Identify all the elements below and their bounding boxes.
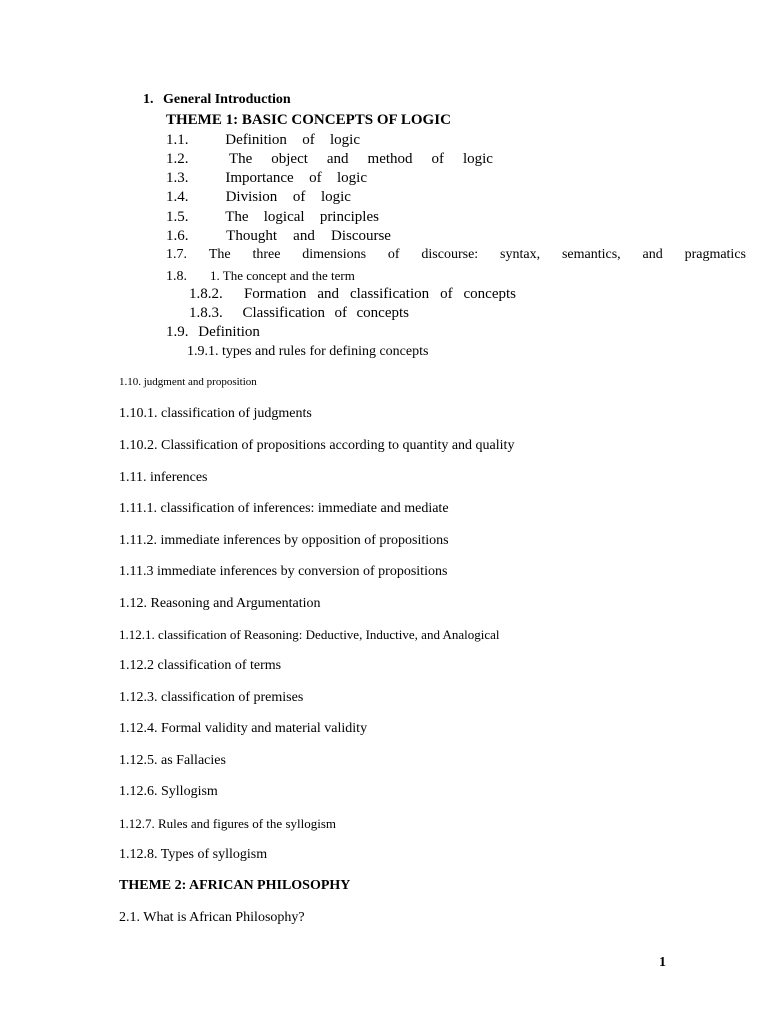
toc-item-1-8: 1.8. 1. The concept and the term	[166, 268, 355, 284]
toc-line-1-11-3: 1.11.3 immediate inferences by conversion of propositions	[119, 564, 448, 579]
toc-item-1-9: 1.9. Definition	[166, 324, 260, 340]
toc-item-1-9-1: 1.9.1. types and rules for defining concepts	[187, 344, 429, 359]
theme1-title: THEME 1: BASIC CONCEPTS OF LOGIC	[166, 112, 451, 128]
toc-item-1-7: 1.7. The three dimensions of discourse: syntax, semantics, and pragmatics	[166, 247, 746, 262]
toc-line-2-1: 2.1. What is African Philosophy?	[119, 910, 305, 925]
toc-item-1-1: 1.1. Definition of logic	[166, 132, 360, 148]
intro-heading	[143, 92, 291, 108]
toc-line-1-11-1: 1.11.1. classification of inferences: immediate and mediate	[119, 501, 449, 516]
toc-line-1-12-3: 1.12.3. classification of premises	[119, 690, 304, 705]
toc-item-1-6: 1.6. Thought and Discourse	[166, 228, 391, 244]
toc-line-1-12-1: 1.12.1. classification of Reasoning: Deductive, Inductive, and Analogical	[119, 627, 500, 642]
toc-item-1-2: 1.2. The object and method of logic	[166, 151, 493, 167]
page-number: 1	[659, 955, 666, 970]
intro-title: General Introduction	[163, 92, 291, 107]
toc-line-1-12-5: 1.12.5. as Fallacies	[119, 753, 226, 768]
toc-line-1-12-2: 1.12.2 classification of terms	[119, 658, 282, 673]
toc-line-1-12: 1.12. Reasoning and Argumentation	[119, 596, 321, 611]
toc-item-1-5: 1.5. The logical principles	[166, 209, 379, 225]
toc-line-1-10-2: 1.10.2. Classification of propositions according to quantity and quality	[119, 438, 515, 453]
toc-item-1-8-3: 1.8.3. Classification of concepts	[189, 305, 409, 321]
intro-number: 1.	[143, 92, 154, 107]
toc-line-1-11-2: 1.11.2. immediate inferences by opposition of propositions	[119, 533, 449, 548]
theme2-title: THEME 2: AFRICAN PHILOSOPHY	[119, 878, 351, 893]
toc-item-1-3: 1.3. Importance of logic	[166, 170, 367, 186]
toc-line-1-12-6: 1.12.6. Syllogism	[119, 784, 218, 799]
toc-item-1-4: 1.4. Division of logic	[166, 189, 351, 205]
toc-line-1-12-7: 1.12.7. Rules and figures of the syllogism	[119, 816, 337, 831]
toc-line-1-12-4: 1.12.4. Formal validity and material validity	[119, 721, 368, 736]
toc-line-1-12-8: 1.12.8. Types of syllogism	[119, 847, 268, 862]
toc-line-1-10-1: 1.10.1. classification of judgments	[119, 406, 312, 421]
toc-line-1-11: 1.11. inferences	[119, 470, 208, 485]
toc-item-1-8-2: 1.8.2. Formation and classification of concepts	[189, 286, 516, 302]
toc-line-1-10: 1.10. judgment and proposition	[119, 376, 257, 388]
